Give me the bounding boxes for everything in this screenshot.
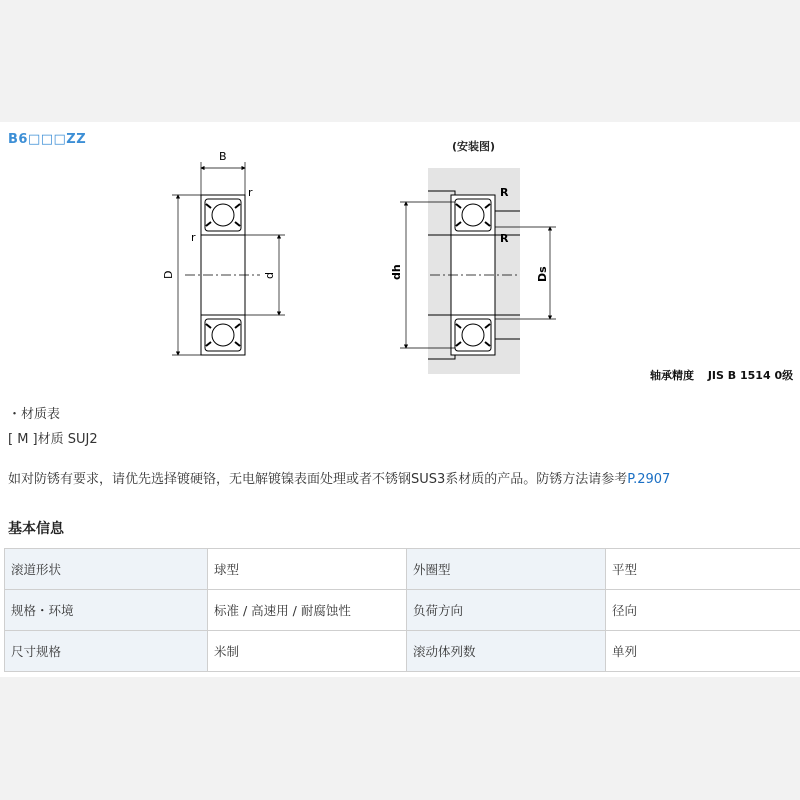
dim-label-R-bottom: R bbox=[500, 232, 509, 245]
bearing-precision bbox=[650, 367, 793, 383]
table-cell-value: 标准 / 高速用 / 耐腐蚀性 bbox=[208, 590, 407, 631]
basic-info-title: 基本信息 bbox=[8, 521, 64, 537]
model-number: B6□□□ZZ bbox=[8, 132, 87, 147]
dim-label-R-top: R bbox=[500, 186, 509, 199]
table-cell-key: 尺寸规格 bbox=[5, 631, 208, 672]
reference-page-link[interactable]: P.2907 bbox=[627, 472, 671, 487]
table-cell-value: 平型 bbox=[606, 549, 800, 590]
table-cell-value: 径向 bbox=[606, 590, 800, 631]
dim-label-r-side: r bbox=[191, 231, 196, 244]
dim-label-D: D bbox=[162, 270, 175, 279]
rust-prevention-notice bbox=[8, 468, 670, 487]
table-cell-value: 球型 bbox=[208, 549, 407, 590]
material-line: [ M ]材质 SUJ2 bbox=[8, 432, 98, 447]
table-cell-key: 滚动体列数 bbox=[407, 631, 606, 672]
precision-label: 轴承精度 bbox=[650, 369, 694, 382]
table-cell-key: 负荷方向 bbox=[407, 590, 606, 631]
bottom-margin bbox=[0, 677, 800, 800]
table-row bbox=[5, 631, 800, 672]
precision-standard: JIS B 1514 0级 bbox=[707, 369, 794, 382]
notice-text: 如对防锈有要求，请优先选择镀硬铬，无电解镀镍表面处理或者不锈钢SUS3系材质的产品。防锈方法请参考 bbox=[8, 472, 628, 487]
table-cell-key: 滚道形状 bbox=[5, 549, 208, 590]
dim-label-d: d bbox=[263, 272, 276, 279]
install-diagram-label: (安装图) bbox=[452, 140, 496, 153]
table-row bbox=[5, 590, 800, 631]
table-cell-value: 米制 bbox=[208, 631, 407, 672]
bearing-section-view bbox=[172, 162, 285, 355]
dim-label-dh: dh bbox=[390, 264, 403, 280]
dim-label-r-top: r bbox=[248, 186, 253, 199]
dim-label-B: B bbox=[219, 150, 227, 163]
product-content bbox=[0, 122, 800, 677]
basic-info-table bbox=[4, 548, 800, 672]
top-margin bbox=[0, 0, 800, 122]
bearing-drawing bbox=[0, 122, 800, 402]
table-cell-key: 规格・环境 bbox=[5, 590, 208, 631]
installation-view bbox=[400, 168, 556, 374]
dim-label-Ds: Ds bbox=[536, 266, 549, 282]
table-cell-key: 外圈型 bbox=[407, 549, 606, 590]
table-cell-value: 单列 bbox=[606, 631, 800, 672]
material-table-heading: ・材质表 bbox=[8, 407, 61, 422]
table-row bbox=[5, 549, 800, 590]
